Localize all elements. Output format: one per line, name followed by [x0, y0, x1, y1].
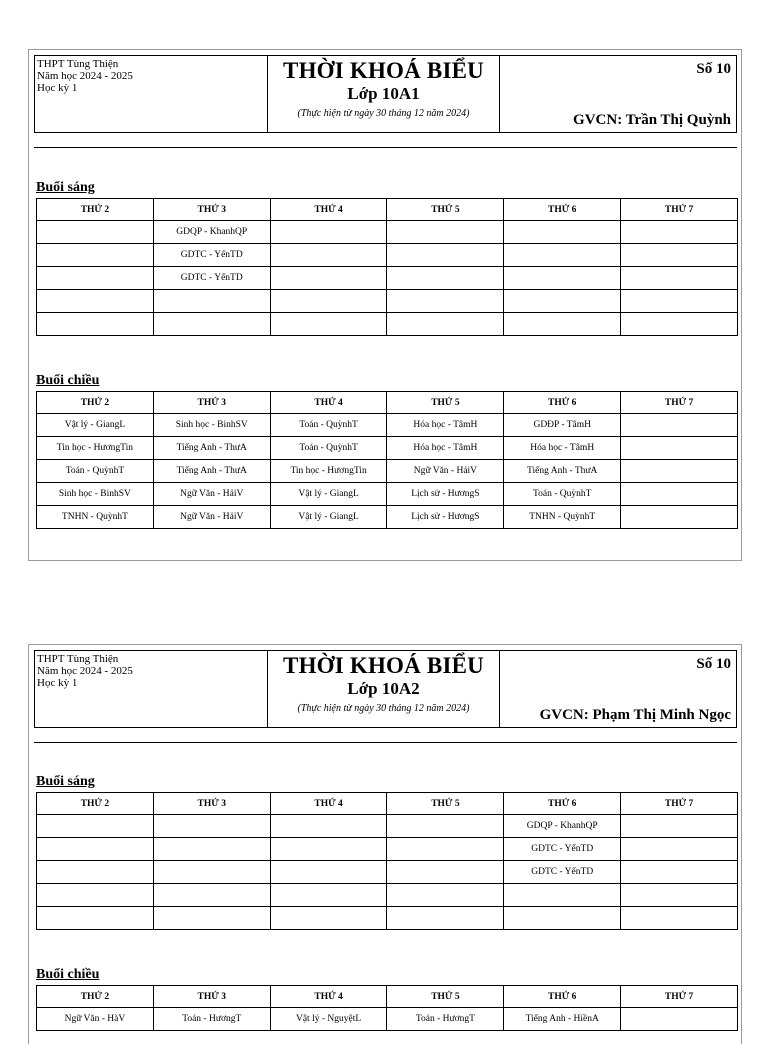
lesson-cell: Tiếng Anh - ThưA: [153, 460, 270, 483]
lesson-cell: [504, 221, 621, 244]
lesson-cell: Tiếng Anh - ThưA: [504, 460, 621, 483]
lesson-cell: [387, 907, 504, 930]
table-row: [37, 1008, 738, 1031]
lesson-cell: GDTC - YếnTD: [504, 861, 621, 884]
lesson-cell: GDĐP - TâmH: [504, 414, 621, 437]
timetable-number: Số 10: [696, 656, 731, 672]
table-row: [37, 838, 738, 861]
lesson-cell: [37, 815, 154, 838]
lesson-cell: Sinh học - BinhSV: [37, 483, 154, 506]
day-header: THỨ 6: [504, 793, 621, 815]
day-header: THỨ 3: [153, 986, 270, 1008]
table-row: [37, 815, 738, 838]
lesson-cell: Tin học - HươngTin: [270, 460, 387, 483]
table-row: [37, 290, 738, 313]
lesson-cell: GDTC - YếnTD: [153, 267, 270, 290]
semester: Học kỳ 1: [37, 82, 78, 94]
lesson-cell: Sinh học - BinhSV: [153, 414, 270, 437]
lesson-cell: TNHN - QuỳnhT: [504, 506, 621, 529]
lesson-cell: Hóa học - TâmH: [504, 437, 621, 460]
school-info-box: [34, 650, 268, 728]
table-row: [37, 907, 738, 930]
table-header-row: [37, 793, 738, 815]
lesson-cell: [153, 884, 270, 907]
table-row: [37, 483, 738, 506]
day-header: THỨ 3: [153, 793, 270, 815]
lesson-cell: [37, 221, 154, 244]
lesson-cell: GDTC - YếnTD: [504, 838, 621, 861]
lesson-cell: [621, 907, 738, 930]
table-row: [37, 861, 738, 884]
table-row: [37, 244, 738, 267]
timetable-header: [34, 55, 737, 133]
timetable-10a1: [28, 49, 742, 561]
day-header: THỨ 7: [621, 199, 738, 221]
table-row: [37, 414, 738, 437]
lesson-cell: [270, 907, 387, 930]
day-header: THỨ 2: [37, 392, 154, 414]
lesson-cell: [37, 313, 154, 336]
lesson-cell: [504, 884, 621, 907]
lesson-cell: [387, 290, 504, 313]
day-header: THỨ 5: [387, 986, 504, 1008]
timetable-10a2: [28, 644, 742, 1044]
lesson-cell: [153, 313, 270, 336]
lesson-cell: Toán - HươngT: [387, 1008, 504, 1031]
lesson-cell: Toán - HươngT: [153, 1008, 270, 1031]
lesson-cell: [270, 815, 387, 838]
lesson-cell: GDQP - KhanhQP: [153, 221, 270, 244]
day-header: THỨ 2: [37, 986, 154, 1008]
day-header: THỨ 5: [387, 392, 504, 414]
page-title: THỜI KHOÁ BIỂU: [283, 58, 484, 83]
lesson-cell: [621, 1008, 738, 1031]
class-name: Lớp 10A2: [347, 679, 420, 698]
day-header: THỨ 7: [621, 793, 738, 815]
lesson-cell: [37, 267, 154, 290]
day-header: THỨ 5: [387, 199, 504, 221]
lesson-cell: Toán - QuỳnhT: [504, 483, 621, 506]
lesson-cell: Toán - QuỳnhT: [270, 414, 387, 437]
lesson-cell: [37, 884, 154, 907]
lesson-cell: Vật lý - NguyệtL: [270, 1008, 387, 1031]
lesson-cell: [153, 290, 270, 313]
lesson-cell: [504, 267, 621, 290]
lesson-cell: [621, 313, 738, 336]
lesson-cell: Toán - QuỳnhT: [37, 460, 154, 483]
morning-table: [36, 792, 738, 930]
lesson-cell: [504, 907, 621, 930]
lesson-cell: [270, 290, 387, 313]
day-header: THỨ 6: [504, 199, 621, 221]
lesson-cell: [270, 267, 387, 290]
timetable-number: Số 10: [696, 61, 731, 77]
table-row: [37, 437, 738, 460]
lesson-cell: [621, 267, 738, 290]
school-name: THPT Tùng Thiện: [37, 653, 119, 665]
table-row: [37, 267, 738, 290]
timetable-header: [34, 650, 737, 728]
teacher-box: [499, 55, 737, 133]
lesson-cell: Vật lý - GiangL: [37, 414, 154, 437]
day-header: THỨ 7: [621, 986, 738, 1008]
table-row: [37, 313, 738, 336]
lesson-cell: [37, 244, 154, 267]
day-header: THỨ 2: [37, 793, 154, 815]
lesson-cell: [621, 290, 738, 313]
lesson-cell: Ngữ Văn - HảiV: [153, 483, 270, 506]
lesson-cell: [504, 290, 621, 313]
teacher-box: [499, 650, 737, 728]
lesson-cell: [621, 244, 738, 267]
title-box: [268, 650, 500, 728]
lesson-cell: Tiếng Anh - HiềnA: [504, 1008, 621, 1031]
lesson-cell: [270, 221, 387, 244]
table-row: [37, 884, 738, 907]
lesson-cell: Lịch sử - HươngS: [387, 483, 504, 506]
lesson-cell: Vật lý - GiangL: [270, 506, 387, 529]
lesson-cell: [621, 483, 738, 506]
lesson-cell: [37, 290, 154, 313]
day-header: THỨ 5: [387, 793, 504, 815]
table-row: [37, 221, 738, 244]
lesson-cell: [37, 861, 154, 884]
school-year: Năm học 2024 - 2025: [37, 665, 133, 677]
lesson-cell: [621, 437, 738, 460]
lesson-cell: Lịch sử - HươngS: [387, 506, 504, 529]
lesson-cell: [153, 861, 270, 884]
lesson-cell: [153, 907, 270, 930]
lesson-cell: [621, 506, 738, 529]
table-header-row: [37, 392, 738, 414]
lesson-cell: [621, 414, 738, 437]
lesson-cell: [504, 244, 621, 267]
lesson-cell: [37, 838, 154, 861]
lesson-cell: [621, 815, 738, 838]
lesson-cell: [270, 838, 387, 861]
table-row: [37, 460, 738, 483]
lesson-cell: TNHN - QuỳnhT: [37, 506, 154, 529]
day-header: THỨ 2: [37, 199, 154, 221]
day-header: THỨ 4: [270, 199, 387, 221]
day-header: THỨ 6: [504, 986, 621, 1008]
lesson-cell: GDQP - KhanhQP: [504, 815, 621, 838]
morning-title: Buổi sáng: [36, 180, 95, 195]
lesson-cell: [621, 460, 738, 483]
school-year: Năm học 2024 - 2025: [37, 70, 133, 82]
morning-table: [36, 198, 738, 336]
lesson-cell: [270, 861, 387, 884]
lesson-cell: Ngữ Văn - HảiV: [153, 506, 270, 529]
afternoon-table: [36, 985, 738, 1031]
semester: Học kỳ 1: [37, 677, 78, 689]
lesson-cell: [621, 861, 738, 884]
lesson-cell: Ngữ Văn - HàV: [37, 1008, 154, 1031]
lesson-cell: [387, 861, 504, 884]
lesson-cell: [153, 838, 270, 861]
lesson-cell: Tin học - HươngTin: [37, 437, 154, 460]
day-header: THỨ 4: [270, 986, 387, 1008]
lesson-cell: [621, 221, 738, 244]
divider: [34, 742, 737, 743]
divider: [34, 147, 737, 148]
class-name: Lớp 10A1: [347, 84, 420, 103]
lesson-cell: [387, 221, 504, 244]
school-name: THPT Tùng Thiện: [37, 58, 119, 70]
lesson-cell: Toán - QuỳnhT: [270, 437, 387, 460]
effective-date: (Thực hiện từ ngày 30 tháng 12 năm 2024): [297, 108, 470, 119]
day-header: THỨ 4: [270, 392, 387, 414]
lesson-cell: [387, 838, 504, 861]
lesson-cell: [153, 815, 270, 838]
page-title: THỜI KHOÁ BIỂU: [283, 653, 484, 678]
afternoon-title: Buổi chiều: [36, 967, 100, 982]
homeroom-teacher: GVCN: Phạm Thị Minh Ngọc: [539, 707, 731, 723]
lesson-cell: [387, 244, 504, 267]
lesson-cell: [387, 815, 504, 838]
lesson-cell: [270, 244, 387, 267]
lesson-cell: GDTC - YếnTD: [153, 244, 270, 267]
homeroom-teacher: GVCN: Trần Thị Quỳnh: [573, 112, 731, 128]
lesson-cell: [621, 838, 738, 861]
afternoon-table: [36, 391, 738, 529]
lesson-cell: Hóa học - TâmH: [387, 414, 504, 437]
lesson-cell: [504, 313, 621, 336]
day-header: THỨ 3: [153, 199, 270, 221]
lesson-cell: [270, 884, 387, 907]
day-header: THỨ 7: [621, 392, 738, 414]
lesson-cell: Hóa học - TâmH: [387, 437, 504, 460]
lesson-cell: [37, 907, 154, 930]
table-row: [37, 506, 738, 529]
title-box: [268, 55, 500, 133]
effective-date: (Thực hiện từ ngày 30 tháng 12 năm 2024): [297, 703, 470, 714]
lesson-cell: [270, 313, 387, 336]
lesson-cell: Vật lý - GiangL: [270, 483, 387, 506]
morning-title: Buổi sáng: [36, 774, 95, 789]
lesson-cell: Ngữ Văn - HảiV: [387, 460, 504, 483]
afternoon-title: Buổi chiều: [36, 373, 100, 388]
school-info-box: [34, 55, 268, 133]
day-header: THỨ 3: [153, 392, 270, 414]
lesson-cell: Tiếng Anh - ThưA: [153, 437, 270, 460]
lesson-cell: [387, 267, 504, 290]
day-header: THỨ 6: [504, 392, 621, 414]
table-header-row: [37, 199, 738, 221]
lesson-cell: [621, 884, 738, 907]
lesson-cell: [387, 313, 504, 336]
table-header-row: [37, 986, 738, 1008]
lesson-cell: [387, 884, 504, 907]
day-header: THỨ 4: [270, 793, 387, 815]
